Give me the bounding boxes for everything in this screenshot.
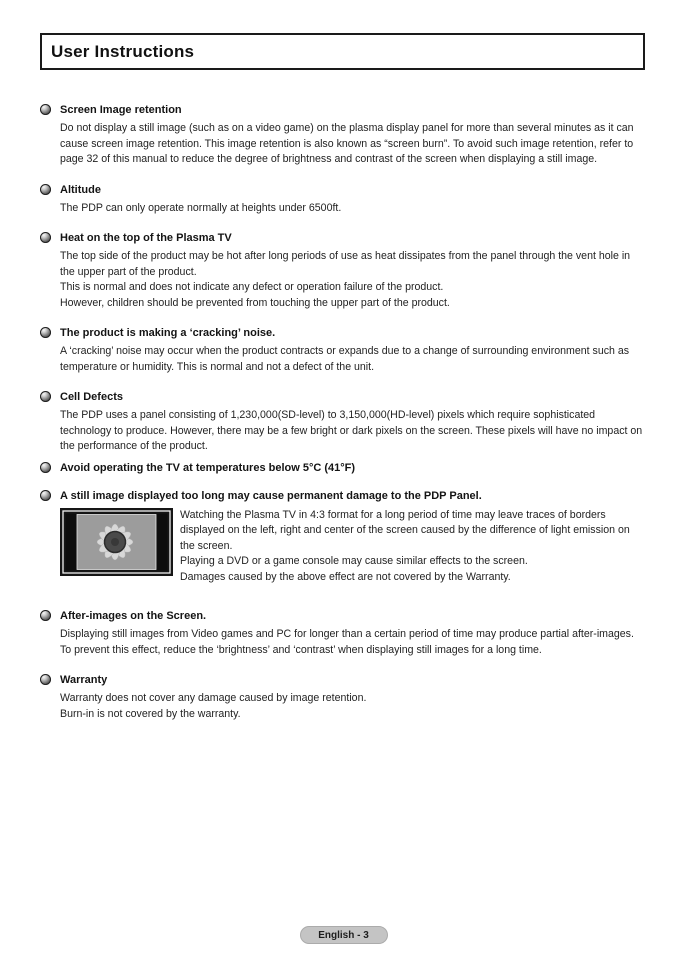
section-heading: Heat on the top of the Plasma TV <box>60 232 232 244</box>
section-heading: Screen Image retention <box>60 104 182 116</box>
section-heading: Cell Defects <box>60 391 123 403</box>
body-paragraph: Do not display a still image (such as on a video game) on the plasma display panel for more than several minutes as it can cause screen image retention. This image retention is also known as “screen burn”. To avoid such image retention, refer to page 32 of this manual to reduce the degree of brightness and contrast of the screen when displaying a still image. <box>60 122 634 165</box>
body-paragraph: Displaying still images from Video games and PC for longer than a certain period of time may produce partial after-images. <box>60 628 634 640</box>
section-body <box>60 344 645 375</box>
section-heading: After-images on the Screen. <box>60 610 207 622</box>
body-paragraph: To prevent this effect, reduce the ‘brightness’ and ‘contrast’ when displaying still images for a long time. <box>60 643 542 656</box>
section-screen-image-retention <box>0 103 687 168</box>
bullet-icon <box>40 462 51 473</box>
section-body <box>60 408 645 455</box>
instructions-list <box>0 103 687 737</box>
section-body <box>60 249 645 311</box>
section-avoid-low-temperature <box>0 461 687 476</box>
bullet-icon <box>40 391 51 402</box>
body-paragraph: Watching the Plasma TV in 4:3 format for a long period of time may leave traces of borders displayed on the left, right and center of the screen caused by the difference of light emission on the screen. <box>180 508 630 552</box>
body-paragraph: The PDP uses a panel consisting of 1,230,000(SD-level) to 3,150,000(HD-level) pixels which require sophisticated technology to produce. However, there may be a few bright or dark pixels on the screen. These pixels will have no impact on the performance of the product. <box>60 409 643 452</box>
section-body <box>60 691 645 722</box>
bullet-icon <box>40 490 51 501</box>
section-heading: Warranty <box>60 674 108 686</box>
bullet-icon <box>40 104 51 115</box>
section-altitude <box>0 183 687 217</box>
bullet-icon <box>40 327 51 338</box>
page-title: User Instructions <box>51 41 195 61</box>
body-paragraph: However, children should be prevented from touching the upper part of the product. <box>60 296 450 309</box>
section-heat-on-top <box>0 231 687 311</box>
section-cracking-noise <box>0 326 687 375</box>
section-warranty <box>0 673 687 722</box>
section-body <box>60 121 645 168</box>
still-image-warning-text <box>180 508 645 586</box>
bullet-icon <box>40 674 51 685</box>
body-paragraph: Damages caused by the above effect are not covered by the Warranty. <box>180 570 511 583</box>
body-paragraph: Playing a DVD or a game console may cause similar effects to the screen. <box>180 555 528 567</box>
sunflower-tv-illustration <box>60 508 173 576</box>
section-heading: Avoid operating the TV at temperatures below 5°C (41°F) <box>60 461 356 474</box>
body-paragraph: Warranty does not cover any damage caused by image retention. <box>60 692 367 704</box>
body-paragraph: This is normal and does not indicate any defect or operation failure of the product. <box>60 281 444 293</box>
bullet-icon <box>40 232 51 243</box>
section-heading: A still image displayed too long may cause permanent damage to the PDP Panel. <box>60 489 482 502</box>
body-paragraph: The PDP can only operate normally at heights under 6500ft. <box>60 201 342 214</box>
body-paragraph: The top side of the product may be hot after long periods of use as heat dissipates from the panel through the vent hole in the upper part of the product. <box>60 250 631 278</box>
section-still-image-damage <box>0 489 687 586</box>
section-heading: Altitude <box>60 183 101 196</box>
page-number-badge: English - 3 <box>300 926 388 944</box>
bullet-icon <box>40 184 51 195</box>
body-paragraph: Burn-in is not covered by the warranty. <box>60 707 241 720</box>
section-cell-defects <box>0 390 687 455</box>
bullet-icon <box>40 610 51 621</box>
section-body <box>60 201 645 217</box>
still-image-example-row <box>60 508 645 586</box>
page-title-box <box>40 33 645 70</box>
tv-43-format-image <box>60 508 173 576</box>
section-body <box>60 627 645 658</box>
section-heading: The product is making a ‘cracking’ noise. <box>60 327 276 339</box>
section-after-images <box>0 609 687 658</box>
body-paragraph: A ‘cracking’ noise may occur when the product contracts or expands due to a change of surrounding environment such as temperature or humidity. This is normal and not a defect of the unit. <box>60 345 630 373</box>
